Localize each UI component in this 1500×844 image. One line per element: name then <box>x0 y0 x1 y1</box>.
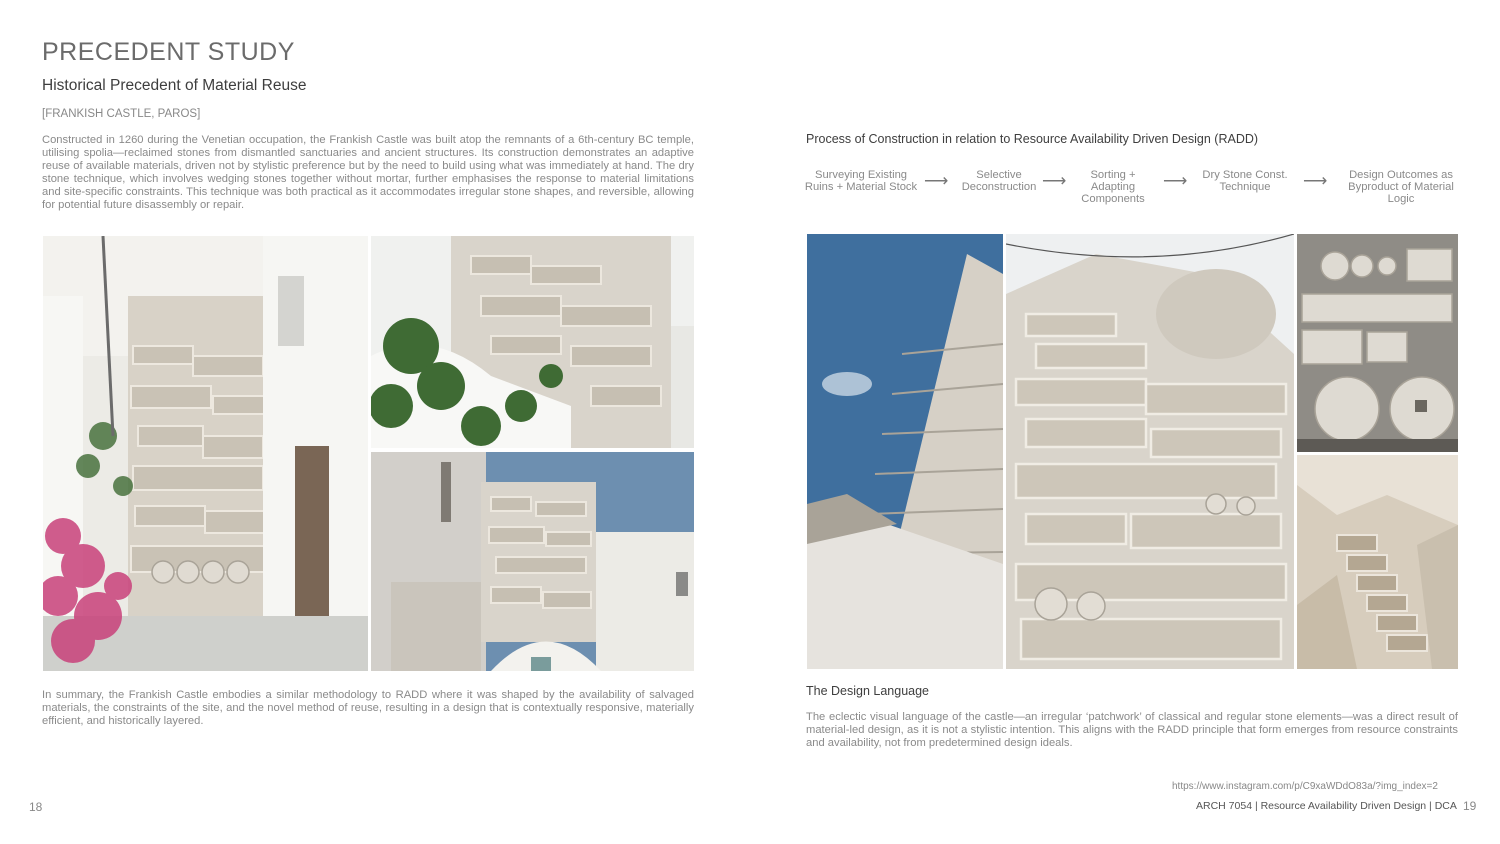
design-language-paragraph: The eclectic visual language of the castle—an irregular ‘patchwork’ of classical and regular stone elements—was a direct result of material-led design, as it is not a stylistic intention. This aligns with the RADD principle that form emerges from resource constraints and availability, not from predetermined design ideals. <box>806 711 1458 749</box>
arrow-icon: ⟶ <box>1163 171 1188 190</box>
process-step-dry-stone: Dry Stone Const. Technique <box>1202 169 1288 193</box>
section-subtitle: Historical Precedent of Material Reuse <box>42 77 307 94</box>
castle-street-photo <box>43 236 368 671</box>
page-number-right: 19 <box>1463 799 1477 813</box>
arrow-icon: ⟶ <box>924 171 949 190</box>
process-step-sorting: Sorting + Adapting Components <box>1081 169 1145 205</box>
design-language-title: The Design Language <box>806 684 930 698</box>
process-step-survey: Surveying Existing Ruins + Material Stock <box>804 169 918 193</box>
castle-spolia-wall-photo <box>1006 234 1294 669</box>
tower-corner-sky-photo <box>807 234 1003 669</box>
summary-paragraph: In summary, the Frankish Castle embodies a similar methodology to RADD where it was shaped by the availability of salvaged materials, the constraints of the site, and the novel method of reuse, resulting in a design that is contextually responsive, materially efficient, and historically layered. <box>42 689 694 727</box>
column-drums-photo <box>1297 234 1458 452</box>
process-step-deconstruction: Selective Deconstruction <box>961 169 1037 193</box>
arrow-icon: ⟶ <box>1303 171 1328 190</box>
castle-wall-foliage-photo <box>371 236 694 448</box>
process-title: Process of Construction in relation to Resource Availability Driven Design (RADD) <box>806 132 1259 146</box>
carved-steps-photo <box>1297 455 1458 669</box>
arrow-icon: ⟶ <box>1042 171 1067 190</box>
castle-tower-alley-photo <box>371 452 694 671</box>
footer-course-label: ARCH 7054 | Resource Availability Driven Design | DCA <box>1196 800 1457 812</box>
page-number-left: 18 <box>29 800 43 814</box>
process-step-outcomes: Design Outcomes as Byproduct of Material Logic <box>1348 169 1454 205</box>
source-link[interactable]: https://www.instagram.com/p/C9xaWDdO83a/?img_index=2 <box>1172 781 1438 792</box>
location-label: [FRANKISH CASTLE, PAROS] <box>42 108 201 120</box>
intro-paragraph: Constructed in 1260 during the Venetian occupation, the Frankish Castle was built atop the remnants of a 6th-century BC temple, utilising spolia—reclaimed stones from dismantled sanctuaries and ancient structures. Its construction demonstrates an adaptive reuse of available materials, driven not by stylistic preference but by the need to build using what was immediately at hand. The dry stone technique, which involves wedging stones together without mortar, further emphasises the response to material limitations and site-specific constraints. This technique was both practical as it accommodates irregular stone shapes, and reversible, allowing for potential future disassembly or repair. <box>42 134 694 211</box>
page-title: PRECEDENT STUDY <box>42 38 295 66</box>
